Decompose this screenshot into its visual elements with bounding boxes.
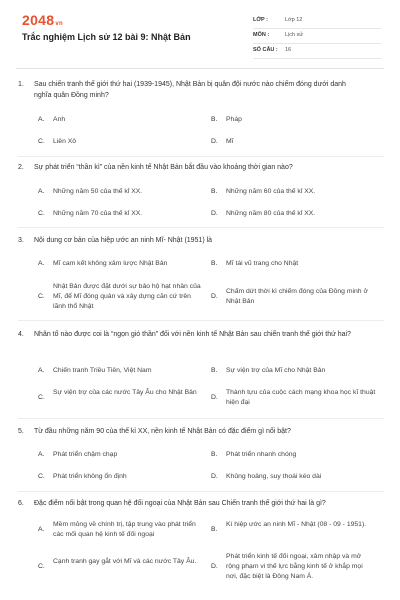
meta-label: LỚP :: [253, 17, 268, 23]
meta-row-count: [253, 44, 381, 59]
option-letter: D.: [211, 210, 218, 217]
option-letter: B.: [211, 367, 218, 374]
option-text: Thành tựu của cuộc cách mạng khoa học kĩ thuật hiện đại: [226, 389, 376, 406]
option-letter: D.: [211, 563, 218, 570]
question-1: [18, 80, 384, 145]
option-letter: B.: [211, 116, 218, 123]
question-number: 5.: [18, 428, 24, 435]
option-letter: D.: [211, 293, 218, 300]
option-letter: C.: [38, 138, 45, 145]
question-text: Sau chiến tranh thế giới thứ hai (1939-1945), Nhật Bản bị quân đội nước nào chiếm đóng dưới danh nghĩa quân Đồng minh?: [34, 81, 346, 99]
option-text: Phát triển không ổn định: [53, 473, 127, 480]
option-text: Sự viện trợ của các nước Tây Âu cho Nhật Bản: [53, 389, 197, 396]
option-letter: A.: [38, 526, 45, 533]
page-title: Trắc nghiệm Lịch sử 12 bài 9: Nhật Bản: [22, 32, 191, 42]
question-divider: [18, 320, 384, 321]
question-number: 3.: [18, 237, 24, 244]
question-2: [18, 163, 384, 217]
option-letter: A.: [38, 260, 45, 267]
option-text: Phát triển chậm chạp: [53, 451, 118, 458]
option-text: Liên Xô: [53, 138, 77, 145]
option-text: Sự viện trợ của Mĩ cho Nhật Bản: [226, 367, 326, 374]
option-letter: A.: [38, 188, 45, 195]
meta-value: Lớp 12: [285, 17, 303, 23]
question-text: Từ đầu những năm 90 của thế kỉ XX, nền kinh tế Nhật Bản có đặc điểm gì nổi bật?: [34, 428, 291, 435]
question-stem: [18, 80, 384, 101]
option-text: Những năm 60 của thế kỉ XX.: [226, 188, 316, 195]
question-text: Sự phát triển “thần kì” của nền kinh tế Nhật Bản bắt đầu vào khoảng thời gian nào?: [34, 164, 293, 171]
option-letter: A.: [38, 367, 45, 374]
logo-text: 2048: [22, 12, 55, 28]
option-letter: A.: [38, 451, 45, 458]
meta-info: [253, 14, 381, 59]
logo-suffix: vn: [55, 21, 63, 27]
question-6: [18, 499, 384, 580]
option-letter: B.: [211, 451, 218, 458]
question-stem: [18, 427, 384, 438]
option-letter: C.: [38, 394, 45, 401]
option-letter: C.: [38, 210, 45, 217]
question-4: [18, 330, 384, 406]
question-number: 6.: [18, 500, 24, 507]
question-stem: [18, 330, 384, 341]
meta-value: 16: [285, 47, 292, 53]
option-text: Phát triển nhanh chóng: [226, 451, 297, 458]
question-divider: [18, 418, 384, 419]
question-text: Nhân tố nào được coi là “ngọn gió thần” đối với nền kinh tế Nhật Bản sau chiến tranh thế giới thứ hai?: [34, 331, 351, 338]
question-divider: [18, 156, 384, 157]
meta-label: SỐ CÂU :: [253, 47, 278, 53]
question-number: 1.: [18, 81, 24, 88]
option-text: Những năm 70 của thế kỉ XX.: [53, 210, 143, 217]
option-text: Mĩ tái vũ trang cho Nhật: [226, 260, 299, 267]
option-letter: C.: [38, 473, 45, 480]
option-text: Phát triển kinh tế đối ngoại, xâm nhập và mở rộng phạm vi thế lực bằng kinh tế ở khắp mọi nơi, đặc biệt là Đông Nam Á.: [226, 553, 363, 580]
question-5: [18, 427, 384, 480]
option-text: Chiến tranh Triều Tiên, Việt Nam: [53, 367, 152, 374]
question-number: 4.: [18, 331, 24, 338]
option-letter: C.: [38, 293, 45, 300]
question-stem: [18, 499, 384, 510]
question-divider: [18, 491, 384, 492]
option-text: Mĩ cam kết không xâm lược Nhật Bản: [53, 260, 168, 267]
option-text: Anh: [53, 116, 66, 123]
question-text: Đặc điểm nổi bật trong quan hệ đối ngoại của Nhật Bản sau Chiến tranh thế giới thứ hai là gì?: [34, 500, 326, 507]
question-3: [18, 236, 384, 310]
option-letter: B.: [211, 188, 218, 195]
site-logo[interactable]: [22, 12, 63, 28]
question-number: 2.: [18, 164, 24, 171]
meta-value: Lịch sử: [285, 32, 304, 38]
option-text: Mềm mỏng về chính trị, tập trung vào phát triển các mối quan hệ kinh tế đối ngoại: [53, 521, 196, 538]
option-text: Kí hiệp ước an ninh Mĩ - Nhật (08 - 09 - 1951).: [226, 521, 367, 528]
option-text: Cạnh tranh gay gắt với Mĩ và các nước Tây Âu.: [53, 558, 197, 565]
option-letter: D.: [211, 473, 218, 480]
header-divider: [16, 68, 384, 69]
question-stem: [18, 236, 384, 247]
option-letter: C.: [38, 563, 45, 570]
option-letter: A.: [38, 116, 45, 123]
page-header: [0, 0, 400, 66]
meta-row-class: [253, 14, 381, 29]
question-divider: [18, 227, 384, 228]
question-text: Nội dung cơ bản của hiệp ước an ninh Mĩ- Nhật (1951) là: [34, 237, 213, 244]
option-text: Mĩ: [226, 138, 234, 145]
option-letter: B.: [211, 260, 218, 267]
option-text: Những năm 50 của thế kỉ XX.: [53, 188, 143, 195]
option-letter: D.: [211, 138, 218, 145]
option-text: Pháp: [226, 116, 242, 123]
meta-row-subject: [253, 29, 381, 44]
option-text: Những năm 80 của thế kỉ XX.: [226, 210, 316, 217]
option-letter: B.: [211, 526, 218, 533]
option-text: Khủng hoảng, suy thoái kéo dài: [226, 473, 322, 480]
option-letter: D.: [211, 394, 218, 401]
option-text: Chấm dứt thời kì chiếm đóng của Đồng minh ở Nhật Bản: [226, 288, 368, 305]
question-stem: [18, 163, 384, 174]
option-text: Nhật Bản được đặt dưới sự bảo hộ hạt nhân của Mĩ, để Mĩ đóng quân và xây dựng căn cứ trên lãnh thổ Nhật: [53, 283, 201, 310]
meta-label: MÔN :: [253, 32, 270, 38]
